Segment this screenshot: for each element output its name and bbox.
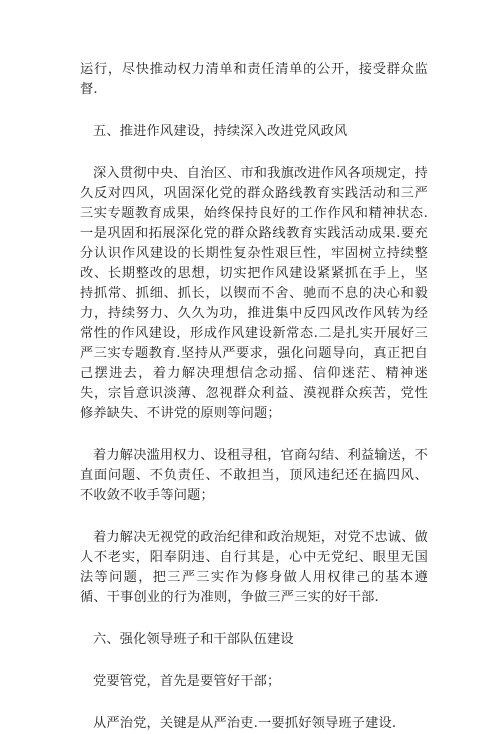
- spacer: [80, 142, 428, 164]
- spacer: [80, 506, 428, 528]
- spacer: [80, 100, 428, 122]
- paragraph-abuse-of-power: 着力解决滥用权力、设租寻租，官商勾结、利益输送，不直面问题、不负责任、不敢担当，顶风违纪还在搞四风、不收敛不收手等问题；: [80, 448, 428, 503]
- section-heading-6: 六、强化领导班子和干部队伍建设: [93, 632, 294, 647]
- paragraph-strict-governance: 从严治党，关键是从严治吏.一要抓好领导班子建设.: [93, 716, 397, 731]
- spacer: [80, 692, 428, 714]
- spacer: [80, 650, 428, 672]
- section-heading-5: 五、推进作风建设，持续深入改进党风政风: [93, 124, 348, 139]
- paragraph-work-style: 深入贯彻中央、自治区、市和我旗改进作风各项规定，持久反对四风，巩固深化党的群众路线教育实践活动和三严三实专题教育成果，始终保持良好的工作作风和精神状态.一是巩固和拓展深化党的群众路线教育实践活动成果.要充分认识作风建设的长期性复杂性艰巨性，牢固树立持续整改、长期整改的思想，切实把作风建设紧紧抓在手上，坚持抓常、抓细、抓长，以锲而不舍、驰而不息的决心和毅力，持续努力、久久为功，推进集中反四风改作风转为经常性的作风建设，形成作风建设新常态.二是扎实开展好三严三实专题教育.坚持从严要求，强化问题导向，真正把自己摆进去，着力解决理想信念动摇、信仰迷茫、精神迷失，宗旨意识淡薄、忽视群众利益、漠视群众疾苦，党性修养缺失、不讲党的原则等问题；: [80, 166, 428, 421]
- paragraph-continuation: 运行，尽快推动权力清单和责任清单的公开，接受群众监督.: [80, 62, 428, 97]
- paragraph-political-discipline: 着力解决无视党的政治纪律和政治规矩，对党不忠诚、做人不老实，阳奉阴违、自行其是，心中无党纪、眼里无国法等问题，把三严三实作为修身做人用权律己的基本遵循、干事创业的行为准则，争做三严三实的好干部.: [80, 530, 428, 605]
- spacer: [80, 608, 428, 630]
- spacer: [80, 424, 428, 446]
- paragraph-manage-cadres: 党要管党，首先是要管好干部；: [93, 674, 281, 689]
